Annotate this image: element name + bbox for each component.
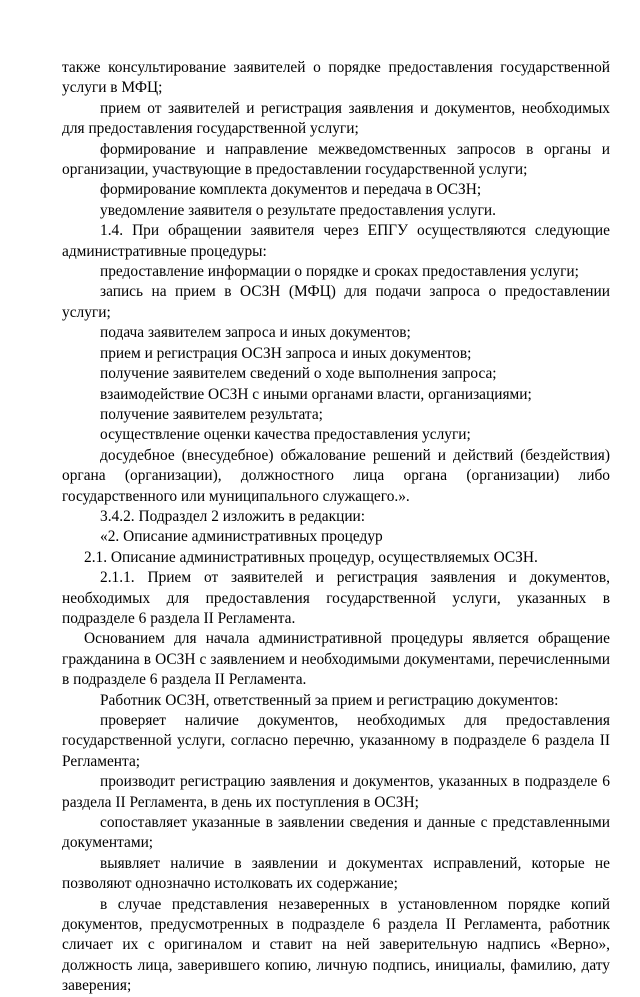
section-heading-2: «2. Описание административных процедур bbox=[100, 528, 383, 546]
list-item-interaction: взаимодействие ОСЗН с иными органами власти, организациями; bbox=[100, 385, 532, 403]
list-item-result: получение заявителем результата; bbox=[100, 405, 323, 423]
paragraph-section-3-4-2: 3.4.2. Подраздел 2 изложить в редакции: bbox=[100, 507, 366, 525]
paragraph-basis: Основанием для начала административной процедуры является обращение гражданина в ОСЗН с заявлением и необходимыми документами, перечисленными в подразделе 6 раздела II Регламента. bbox=[62, 630, 610, 689]
paragraph-interagency-requests: формирование и направление межведомственных запросов в органы и организации, участвующие в предоставлении государственной услуги; bbox=[62, 140, 610, 179]
paragraph-section-2-1-1: 2.1.1. Прием от заявителей и регистрация заявления и документов, необходимых для предоставления государственной услуги, указанных в подразделе 6 раздела II Регламента. bbox=[62, 569, 610, 627]
list-item-registers-documents: производит регистрацию заявления и документов, указанных в подразделе 6 раздела II Регламента, в день их поступления в ОСЗН; bbox=[62, 773, 610, 811]
paragraph-consulting-mfc: также консультирование заявителей о порядке предоставления государственной услуги в МФЦ; bbox=[62, 59, 610, 97]
list-item-registration: прием и регистрация ОСЗН запроса и иных документов; bbox=[100, 344, 472, 362]
paragraph-section-1-4: 1.4. При обращении заявителя через ЕПГУ осуществляются следующие административные процедуры: bbox=[62, 222, 610, 260]
list-item-checks-documents: проверяет наличие документов, необходимых для предоставления государственной услуги, согласно перечню, указанному в подразделе 6 раздела II Регламента; bbox=[62, 712, 610, 770]
list-item-compares-data: сопоставляет указанные в заявлении сведения и данные с представленными документами; bbox=[62, 814, 610, 852]
paragraph-responsible-worker: Работник ОСЗН, ответственный за прием и регистрацию документов: bbox=[100, 691, 559, 709]
list-item-status-info: получение заявителем сведений о ходе выполнения запроса; bbox=[100, 365, 497, 383]
list-item-quality-assessment: осуществление оценки качества предоставления услуги; bbox=[100, 426, 471, 444]
paragraph-document-package: формирование комплекта документов и передача в ОСЗН; bbox=[100, 181, 482, 199]
list-item-detects-corrections: выявляет наличие в заявлении и документах исправлений, которые не позволяют однозначно истолковать их содержание; bbox=[62, 854, 610, 893]
list-item-certifies-copies: в случае представления незаверенных в установленном порядке копий документов, предусмотренных в подразделе 6 раздела II Регламента, работник сличает их с оригиналом и ставит на ней заверительную надпись «Верно», должность лица, заверившего копию, личную подпись, инициалы, фамилию, дату заверения; bbox=[62, 895, 610, 995]
list-item-submission: подача заявителем запроса и иных документов; bbox=[100, 324, 411, 342]
paragraph-reception-registration: прием от заявителей и регистрация заявления и документов, необходимых для предоставления государственной услуги; bbox=[62, 99, 610, 138]
section-heading-2-1: 2.1. Описание административных процедур, осуществляемых ОСЗН. bbox=[84, 548, 538, 566]
paragraph-notification: уведомление заявителя о результате предоставления услуги. bbox=[100, 201, 497, 219]
list-item-appointment: запись на прием в ОСЗН (МФЦ) для подачи запроса о предоставлении услуги; bbox=[62, 283, 610, 321]
list-item-appeal: досудебное (внесудебное) обжалование решений и действий (бездействия) органа (организации), должностного лица органа (организации) либо государственного или муниципального служащего.». bbox=[62, 446, 610, 505]
list-item-information: предоставление информации о порядке и сроках предоставления услуги; bbox=[100, 263, 579, 281]
